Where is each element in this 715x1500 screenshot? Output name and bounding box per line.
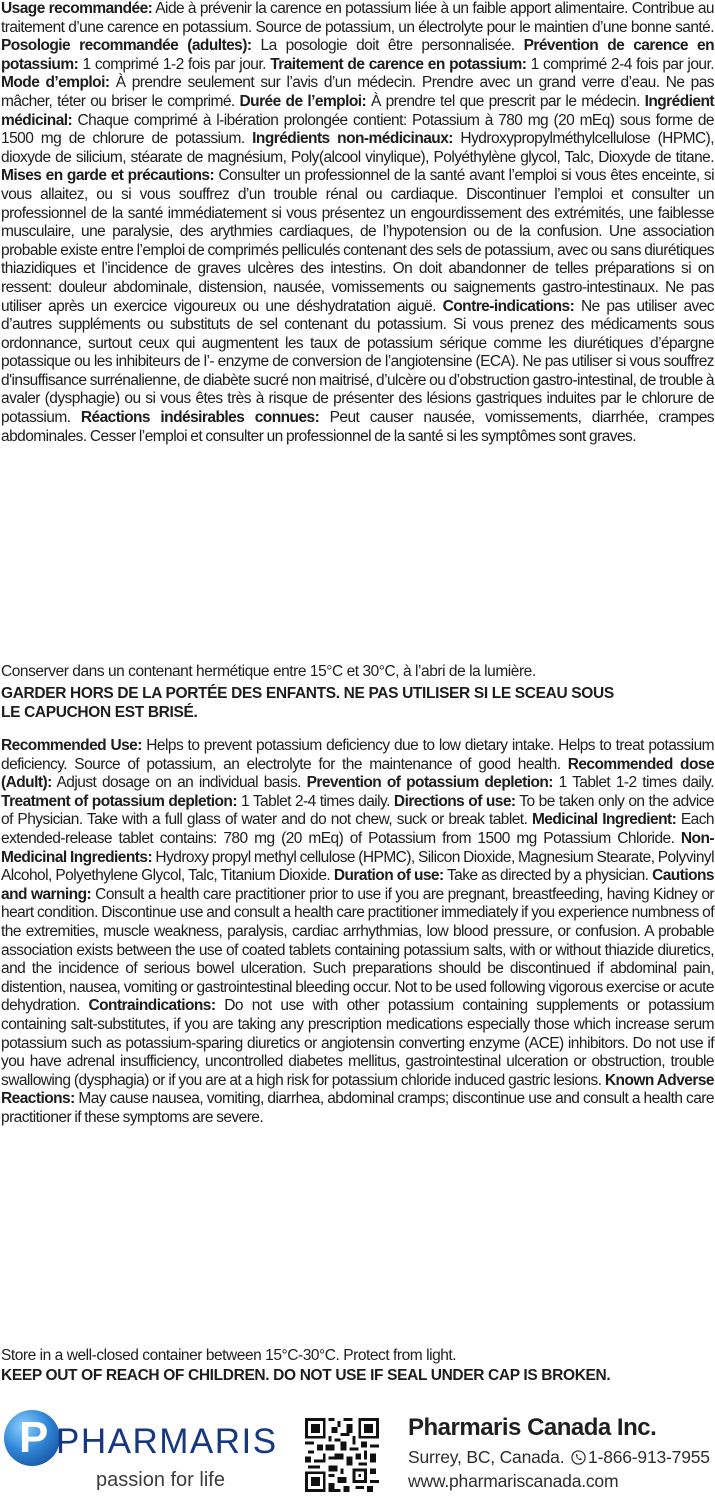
logo-wordmark: PHARMARIS (56, 1422, 278, 1461)
en-section-label: Prevention of potassium depletion: (306, 774, 553, 792)
fr-section-label: Réactions indésirables connues: (80, 409, 320, 427)
logo-tagline: passion for life (96, 1469, 225, 1491)
footer (0, 1400, 715, 1500)
en-section-text: 1 Tablet 2-4 times daily. (236, 792, 394, 810)
en-section-text: Each extended-release tablet contains: 780 mg (20 mEq) of Potassium from 1500 mg Potassium Chloride. (1, 811, 715, 847)
en-section-text: Do not use with other potassium containing supplements or potassium containing salt-substitutes, if you are taking any prescription medications especially those which increase serum potassium such as potassium-sparing diuretics or angiotensin converting enzyme (ACE) inhibitors. Do not use if you have adrenal insufficiency, uncontrolled diabetes mellitus, gastrointestinal ulceration or obstruction, trouble swallowing (dysphagia) or if you are at a high risk for potassium chloride induced gastric lesions. (1, 997, 714, 1089)
en-section-label: Non-Medicinal Ingredients: (1, 829, 714, 866)
en-storage-text: Store in a well-closed container between 15°C-30°C. Protect from light. (1, 1347, 457, 1364)
address-text: Surrey, BC, Canada. (408, 1447, 565, 1467)
en-section-label: Known Adverse Reactions: (1, 1071, 714, 1108)
fr-section-label: Mode d’emploi: (1, 74, 110, 92)
en-section-text: Helps to prevent potassium deficiency due to low dietary intake. Helps to treat potassium deficiency. Source of potassium, an electrolyte for the maintenance of good health. (1, 737, 715, 773)
fr-section-text: Hydroxypropylméthylcellulose (HPMC), dioxyde de silicium, stéarate de magnésium, Poly(alcool vinylique), Polyéthylène glycol, Talc, Dioxyde de titane. (1, 130, 714, 166)
fr-warning-line-1: GARDER HORS DE LA PORTÉE DES ENFANTS. NE PAS UTILISER SI LE SCEAU SOUS (1, 685, 614, 702)
pharmaris-logo (2, 1406, 282, 1494)
fr-section-text: Aide à prévenir la carence en potassium liée à un faible apport alimentaire. Contribue au traitement d’une carence en potassium. Source de potassium, un électrolyte pour le maintien d’une bonne santé. (1, 0, 714, 36)
en-section-text: May cause nausea, vomiting, diarrhea, abdominal cramps; discontinue use and consult a health care practitioner if these symptoms are severe. (1, 1090, 714, 1126)
fr-section-label: Prévention de carence en potassium: (1, 37, 714, 73)
company-website[interactable]: www.pharmariscanada.com (408, 1471, 619, 1491)
en-warning-text: KEEP OUT OF REACH OF CHILDREN. DO NOT USE IF SEAL UNDER CAP IS BROKEN. (1, 1367, 611, 1384)
english-label-text (1, 737, 714, 1127)
fr-section-label: Usage recommandée: (1, 0, 153, 17)
fr-section-text: Ne pas utiliser avec d’autres suppléments ou substituts de sel contenant du potassium. Si vous prenez des médicaments sous ordonnance, surtout ceux qui augmentent les taux de potassium sérique comme les diurétiques d’épargne potassique ou les inhibiteurs de l’- enzyme de conversion de l’angiotensine (ECA). Ne pas utiliser si vous souffrez d'insuffisance surrénalienne, de diabète sucré non maitrisé, d’ulcère ou d’obstruction gastro-intestinal, de trouble à avaler (dysphagie) ou si vous êtes très à risque de présenter des lésions gastriques induites par le chlorure de potassium. (1, 297, 714, 427)
fr-section-text: Chaque comprimé à l-ibération prolongée contient: Potassium à 780 mg (20 mEq) sous forme de 1500 mg de chlorure de potassium. (1, 111, 714, 148)
phone-icon (571, 1446, 586, 1468)
fr-section-text: La posologie doit être personnalisée. (251, 37, 524, 55)
fr-section-label: Posologie recommandée (adultes): (1, 37, 252, 55)
en-section-text: Consult a health care practitioner prior to use if you are pregnant, breastfeeding, having Kidney or heart condition. Discontinue use and consult a health care practitioner immediately if you experience numbness of the extremities, muscle weakness, paralysis, cardiac arrhythmias, low blood pressure, or confusion. A probable association exists between the use of coated tablets containing potassium salts, with or without thiazide diuretics, and the incidence of serious bowel ulceration. Such preparations should be discontinued if abdominal pain, distention, nausea, vomiting or gastrointestinal bleeding occur. Not to be used following vigorous exercise or acute dehydration. (1, 885, 714, 1015)
fr-section-label: Ingrédients non-médicinaux: (252, 130, 453, 148)
en-section-label: Medicinal Ingredient: (531, 811, 677, 829)
fr-section-text: 1 comprimé 2-4 fois par jour. (526, 55, 714, 73)
en-section-label: Treatment of potassium depletion: (1, 792, 237, 810)
fr-section-text: À prendre seulement sur l’avis d’un médecin. Prendre avec un grand verre d’eau. Ne pas mâcher, téter ou briser le comprimé. (1, 74, 714, 110)
fr-warning-text (1, 685, 714, 722)
en-section-label: Recommended Use: (1, 737, 142, 754)
en-section-label: Contraindications: (88, 997, 216, 1015)
en-section-label: Directions of use: (393, 792, 516, 810)
fr-section-text: 1 comprimé 1-2 fois par jour. (78, 55, 271, 73)
en-section-text: Adjust dosage on an individual basis. (51, 774, 307, 792)
en-section-label: Duration of use: (333, 867, 444, 885)
fr-section-text: À prendre tel que prescrit par le médecin. (366, 92, 645, 110)
en-section-label: Cautions and warning: (1, 867, 714, 903)
en-section-text: To be taken only on the advice of Physician. Take with a full glass of water and do not chew, suck or break tablet. (1, 792, 714, 829)
fr-section-label: Durée de l’emploi: (239, 92, 367, 110)
fr-section-label: Contre-indications: (442, 297, 575, 315)
french-label-text (1, 0, 714, 446)
fr-section-text: Consulter un professionnel de la santé avant l’emploi si vous êtes enceinte, si vous allaitez, ou si vous souffrez d’un trouble rénal ou cardiaque. Discontinuer l’emploi et consulter un professionnel de la santé immédiatement si vous présentez un engourdissement des extrémités, une faiblesse musculaire, une paralysie, des arythmies cardiaques, de l’hypotension ou de la confusion. Une association probable existe entre l’emploi de comprimés pelliculés contenant des sels de potassium, avec ou sans diurétiques thiazidiques et l’incidence de graves ulcères des intestins. On doit abandonner de telles préparations si on ressent: douleur abdominale, distension, nausée, vomissements ou saignements gastro-intestinaux. Ne pas utiliser après un exercice vigoureux ou une déshydratation aiguë. (1, 167, 714, 315)
fr-storage-text: Conserver dans un contenant hermétique entre 15°C et 30°C, à l’abri de la lumière. (1, 663, 536, 680)
fr-section-label: Mises en garde et précautions: (1, 167, 215, 185)
qr-code-icon (305, 1418, 379, 1492)
fr-section-text: Peut causer nausée, vomissements, diarrhée, crampes abdominales. Cesser l’emploi et consulter un professionnel de la santé si les symptômes sont graves. (1, 409, 714, 445)
fr-section-label: Traitement de carence en potassium: (270, 55, 527, 73)
fr-section-label: Ingrédient médicinal: (1, 92, 714, 129)
en-section-text: Take as directed by a physician. (443, 867, 653, 885)
en-section-text: Hydroxy propyl methyl cellulose (HPMC), Silicon Dioxide, Magnesium Stearate, Polyvinyl Alcohol, Polyethylene Glycol, Talc, Titanium Dioxide. (1, 848, 714, 885)
phone-number: 1-866-913-7955 (588, 1447, 710, 1467)
globe-icon: P (4, 1410, 60, 1466)
en-section-text: 1 Tablet 1-2 times daily. (552, 774, 714, 792)
fr-warning-line-2: LE CAPUCHON EST BRISÉ. (1, 703, 198, 721)
company-name: Pharmaris Canada Inc. (408, 1414, 657, 1441)
en-section-label: Recommended dose (Adult): (1, 755, 715, 792)
company-address (408, 1446, 710, 1468)
